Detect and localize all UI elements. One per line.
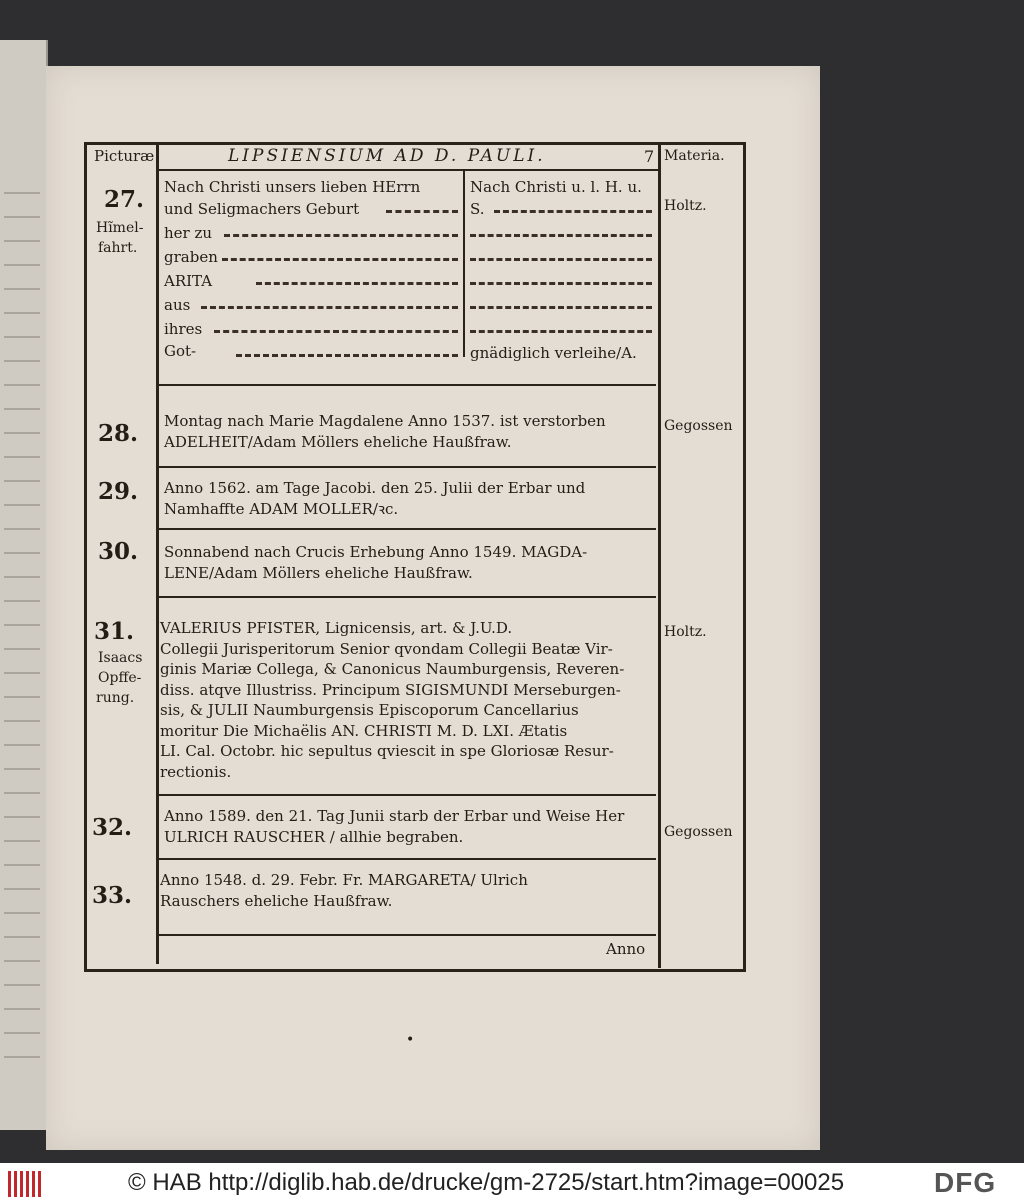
entry-31-line-8: rectionis. [160, 762, 232, 781]
entry-28-line-2: ADELHEIT/Adam Möllers eheliche Haußfraw. [164, 432, 512, 451]
page-number: 7 [644, 147, 655, 166]
entry-29-text [164, 478, 585, 519]
entry-32-text [164, 806, 624, 847]
entry-32-material: Gegossen [664, 824, 733, 840]
page-title: LIPSIENSIUM AD D. PAULI. [228, 146, 546, 166]
entry-27-left-8: Got- [164, 342, 197, 360]
entry-31-line-2: Collegii Jurisperitorum Senior qvondam Collegii Beatæ Vir- [160, 639, 613, 658]
book-page [46, 66, 820, 1150]
entry-29-line-2: Namhaffte ADAM MOLLER/ꝛc. [164, 499, 399, 518]
entry-27-right-3: gnädiglich verleihe/A. [470, 344, 637, 362]
entry-27-left-2: und Seligmachers Geburt [164, 200, 360, 218]
entry-30-line-1: Sonnabend nach Crucis Erhebung Anno 1549. MAGDA- [164, 543, 588, 561]
entry-28-text [164, 411, 606, 452]
entry-27-number: 27. [104, 186, 145, 213]
entry-27-left-6: aus [164, 296, 191, 314]
entry-31-line-1: VALERIUS PFISTER, Lignicensis, art. & J.U.D. [160, 619, 513, 637]
entry-29-number: 29. [98, 478, 139, 505]
dfg-logo: DFG [934, 1167, 997, 1198]
entry-27-left-1: Nach Christi unsers lieben HErrn [164, 178, 421, 196]
entry-27-left-7: ihres [164, 320, 203, 338]
footer-bar [0, 1163, 1024, 1204]
entry-33-line-1: Anno 1548. d. 29. Febr. Fr. MARGARETA/ Ulrich [160, 871, 528, 889]
entry-28-material: Gegossen [664, 418, 733, 434]
entry-31-material: Holtz. [664, 624, 707, 640]
entry-31-picture-3: rung. [96, 690, 135, 706]
entry-27-material: Holtz. [664, 198, 707, 214]
entry-33-number: 33. [92, 882, 133, 909]
entry-27-right-2: S. [470, 200, 485, 218]
entry-29-line-1: Anno 1562. am Tage Jacobi. den 25. Julii der Erbar und [164, 479, 586, 497]
entry-27-right-1: Nach Christi u. l. H. u. [470, 178, 642, 196]
entry-27-picture-2: fahrt. [98, 240, 138, 256]
entry-31-line-6: moritur Die Michaëlis AN. CHRISTI M. D. LXI. Ætatis [160, 721, 568, 740]
entry-28-line-1: Montag nach Marie Magdalene Anno 1537. ist verstorben [164, 412, 606, 430]
entry-27-left-4: graben [164, 248, 218, 266]
entry-31-line-5: sis, & JULII Naumburgensis Episcoporum Cancellarius [160, 701, 579, 719]
entry-27-left-3: her zu [164, 224, 213, 242]
entry-27-left-5: ARITA [164, 272, 213, 290]
entry-31-number: 31. [94, 618, 135, 645]
entry-32-number: 32. [92, 814, 133, 841]
entry-31-picture-2: Opffe- [98, 670, 142, 686]
entry-31-line-3: ginis Mariæ Collega, & Canonicus Naumburgensis, Reveren- [160, 660, 625, 678]
entry-30-line-2: LENE/Adam Möllers eheliche Haußfraw. [164, 563, 473, 582]
entry-32-line-2: ULRICH RAUSCHER / allhie begraben. [164, 827, 464, 846]
entry-28-number: 28. [98, 420, 139, 447]
entry-31-picture-1: Isaacs [98, 650, 143, 666]
entry-31-line-4: diss. atqve Illustriss. Principum SIGISMUNDI Merseburgen- [160, 680, 621, 699]
entry-30-text [164, 542, 587, 583]
entry-33-line-2: Rauschers eheliche Haußfraw. [160, 891, 393, 910]
entry-31-text [160, 618, 624, 782]
footer-source-link[interactable]: © HAB http://diglib.hab.de/drucke/gm-2725/start.htm?image=00025 [128, 1169, 845, 1196]
entry-31-line-7: LI. Cal. Octobr. hic sepultus qviescit in spe Gloriosæ Resur- [160, 742, 614, 760]
previous-page-edge [0, 40, 48, 1130]
page-mark: • [406, 1032, 415, 1048]
entry-33-text [160, 870, 528, 911]
entry-30-number: 30. [98, 538, 139, 565]
column-header-picturae: Picturæ [94, 147, 155, 165]
entry-32-line-1: Anno 1589. den 21. Tag Junii starb der Erbar und Weise Her [164, 807, 625, 825]
catchword: Anno [606, 940, 646, 958]
hab-barcode-icon [8, 1171, 46, 1197]
column-header-materia: Materia. [664, 148, 725, 164]
entry-27-picture-1: Hĩmel- [96, 220, 144, 236]
